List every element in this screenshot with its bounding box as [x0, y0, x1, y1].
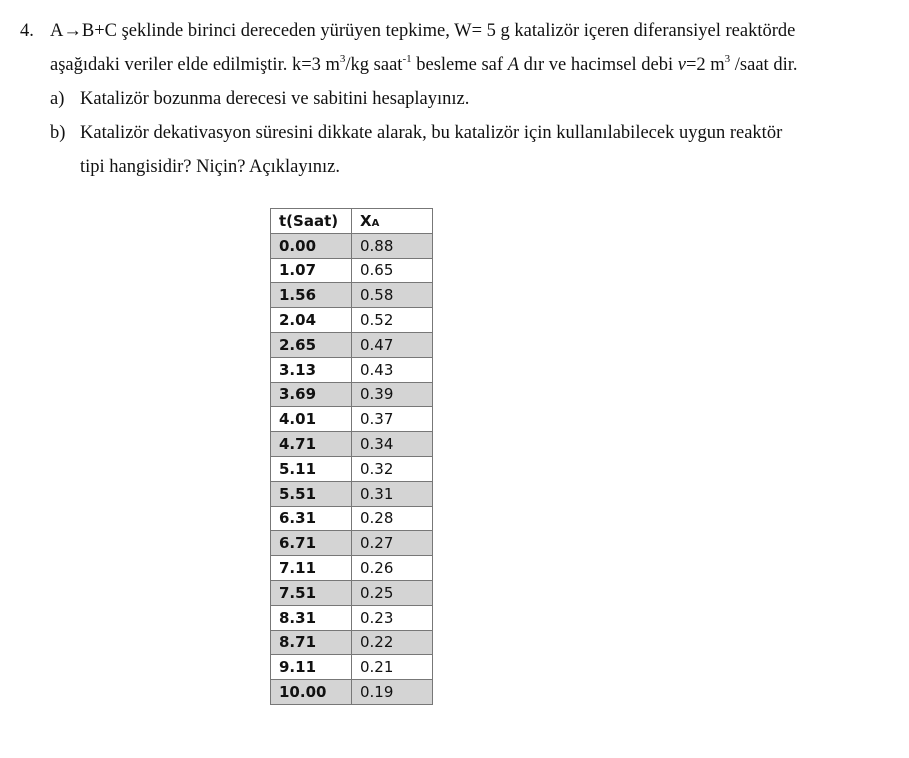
table-row: [271, 233, 433, 258]
line2-sup3: 3: [724, 52, 731, 65]
cell-conversion: 0.65: [352, 258, 433, 283]
line2-text2: /kg saat: [345, 55, 403, 75]
problem-statement: [16, 14, 896, 184]
table-row: [271, 407, 433, 432]
table-row: [271, 630, 433, 655]
table-row: [271, 481, 433, 506]
cell-time: 5.11: [271, 456, 352, 481]
cell-conversion: 0.34: [352, 432, 433, 457]
table-row: [271, 680, 433, 705]
cell-conversion: 0.27: [352, 531, 433, 556]
cell-time: 6.31: [271, 506, 352, 531]
item-b: [16, 116, 896, 150]
cell-conversion: 0.52: [352, 308, 433, 333]
cell-time: 5.51: [271, 481, 352, 506]
cell-time: 4.01: [271, 407, 352, 432]
cell-time: 8.31: [271, 605, 352, 630]
cell-conversion: 0.37: [352, 407, 433, 432]
table-row: [271, 332, 433, 357]
table-row: [271, 456, 433, 481]
cell-time: 7.51: [271, 580, 352, 605]
cell-conversion: 0.19: [352, 680, 433, 705]
cell-time: 4.71: [271, 432, 352, 457]
line2-text5: =2 m: [685, 55, 725, 75]
cell-conversion: 0.28: [352, 506, 433, 531]
cell-conversion: 0.88: [352, 233, 433, 258]
cell-conversion: 0.21: [352, 655, 433, 680]
table-header-row: [271, 209, 433, 234]
item-a: [16, 82, 896, 116]
table-row: [271, 506, 433, 531]
item-a-label: a): [50, 89, 65, 109]
table-row: [271, 580, 433, 605]
line2-italic-a: A: [507, 55, 519, 75]
line2-text1: aşağıdaki veriler elde edilmiştir. k=3 m: [50, 55, 340, 75]
table-row: [271, 382, 433, 407]
header-conversion-sub: A: [371, 217, 380, 229]
cell-time: 9.11: [271, 655, 352, 680]
cell-conversion: 0.26: [352, 556, 433, 581]
problem-line-2: [16, 48, 896, 82]
problem-number: 4.: [20, 21, 34, 41]
header-conversion: [352, 209, 433, 234]
table-row: [271, 283, 433, 308]
cell-time: 8.71: [271, 630, 352, 655]
table-row: [271, 655, 433, 680]
header-time: t(Saat): [271, 209, 352, 234]
cell-time: 3.69: [271, 382, 352, 407]
table-body: [271, 233, 433, 704]
line2-text4: dır ve hacimsel debi: [519, 55, 678, 75]
reaction-equation: A→B+C: [50, 21, 117, 41]
table-row: [271, 531, 433, 556]
cell-time: 1.07: [271, 258, 352, 283]
cell-time: 7.11: [271, 556, 352, 581]
cell-time: 3.13: [271, 357, 352, 382]
table-row: [271, 258, 433, 283]
cell-time: 2.04: [271, 308, 352, 333]
cell-time: 10.00: [271, 680, 352, 705]
item-a-text: Katalizör bozunma derecesi ve sabitini hesaplayınız.: [80, 89, 470, 109]
cell-time: 6.71: [271, 531, 352, 556]
data-table: [270, 208, 433, 705]
cell-conversion: 0.47: [352, 332, 433, 357]
cell-conversion: 0.23: [352, 605, 433, 630]
line2-text6: /saat dir.: [730, 55, 798, 75]
cell-conversion: 0.39: [352, 382, 433, 407]
cell-conversion: 0.22: [352, 630, 433, 655]
line2-sup1: 3: [339, 52, 346, 65]
problem-line-1: [16, 14, 896, 48]
table-row: [271, 605, 433, 630]
cell-time: 1.56: [271, 283, 352, 308]
cell-conversion: 0.31: [352, 481, 433, 506]
line2-italic-v: v: [677, 55, 686, 75]
cell-conversion: 0.25: [352, 580, 433, 605]
item-b-label: b): [50, 123, 66, 143]
line2-text3: besleme saf: [411, 55, 508, 75]
cell-time: 2.65: [271, 332, 352, 357]
item-b-text: Katalizör dekativasyon süresini dikkate alarak, bu katalizör için kullanılabilecek uygun reaktör: [80, 123, 783, 143]
cell-conversion: 0.43: [352, 357, 433, 382]
cell-conversion: 0.58: [352, 283, 433, 308]
cell-conversion: 0.32: [352, 456, 433, 481]
table-row: [271, 432, 433, 457]
line2-sup2: -1: [402, 52, 412, 65]
table-row: [271, 357, 433, 382]
problem-line-1-text: şeklinde birinci dereceden yürüyen tepkime, W= 5 g katalizör içeren diferansiyel reaktörde: [116, 21, 796, 41]
header-conversion-main: X: [360, 211, 372, 230]
cell-time: 0.00: [271, 233, 352, 258]
table-row: [271, 308, 433, 333]
item-b-continuation: tipi hangisidir? Niçin? Açıklayınız.: [80, 157, 340, 177]
table-row: [271, 556, 433, 581]
